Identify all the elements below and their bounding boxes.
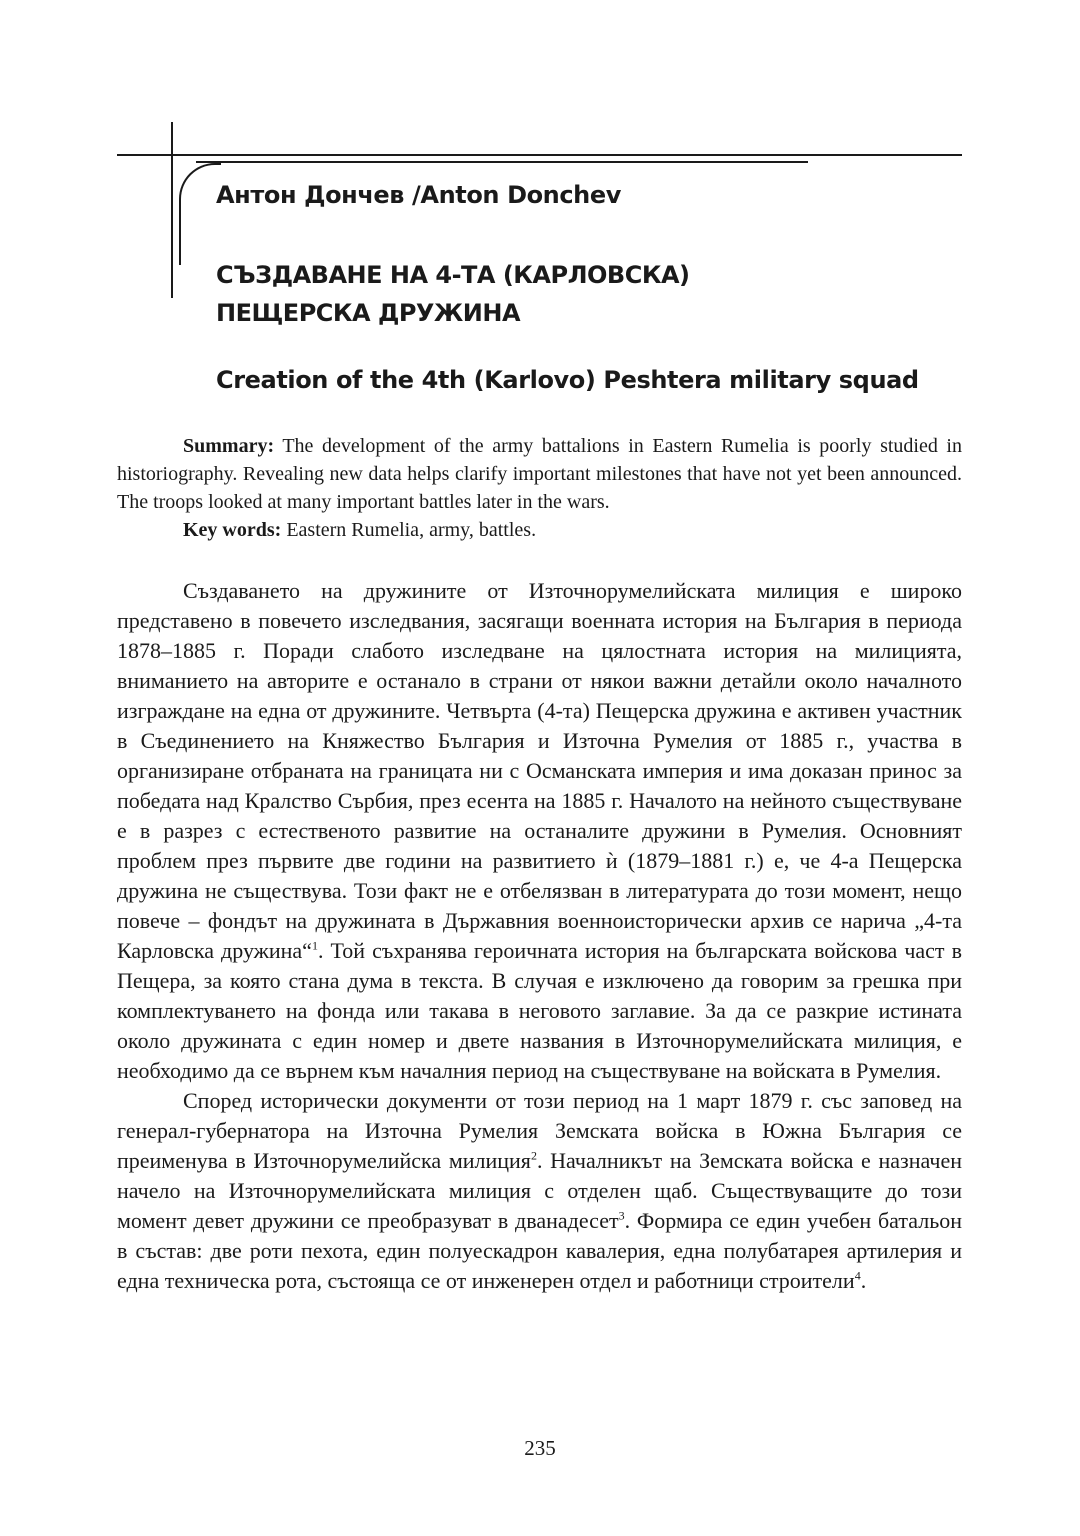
abstract bbox=[117, 432, 962, 544]
article-title-bg-line-1: СЪЗДАВАНЕ НА 4-ТА (КАРЛОВСКА) bbox=[216, 261, 690, 289]
footnote-ref-4[interactable]: 4 bbox=[854, 1268, 861, 1283]
body-paragraph-1 bbox=[117, 576, 962, 1086]
header-corner-arc bbox=[179, 163, 221, 265]
footnote-ref-3[interactable]: 3 bbox=[618, 1208, 625, 1223]
body-paragraph-1-text-a: Създаването на дружините от Източнорумелийската милиция е широко представено в повечето изследвания, засягащи военната история на България в периода 1878–1885 г. Поради слабото изследване на цялостната история на милицията, вниманието на авторите е останало в страни от някои важни детайли около началното изграждане на една от дружините. Четвърта (4-та) Пещерска дружина е активен участник в Съединението на Княжество България и Източна Румелия от 1885 г., участва в организиране отбраната на границата ни с Османската империя и има доказан принос за победата над Кралство Сърбия, през есента на 1885 г. Началото на нейното съществуване е в разрез с естественото развитие на останалите дружини в Румелия. Основният проблем през първите две години на развитието ѝ (1879–1881 г.) е, че 4-а Пещерска дружина не съществува. Този факт не е отбелязван в литературата до този момент, нещо повече – фондът на дружината в Държавния военноисторически архив се нарича „4-та Карловска дружина“ bbox=[117, 578, 962, 963]
header-rule-vertical bbox=[171, 122, 173, 298]
page-number: 235 bbox=[524, 1436, 556, 1460]
keywords-text: Eastern Rumelia, army, battles. bbox=[281, 519, 537, 541]
body-paragraph-1-text-b: . Той съхранява героичната история на българската войскова част в Пещера, за която стана дума в текста. В случая е изключено да говорим за грешка при комплектуването на фонда или такава в неговото заглавие. За да се разкрие истината около дружината с един номер и двете названия в Източнорумелийската милиция, е необходимо да се върнем към началния период на съществуване на войската в Румелия. bbox=[117, 938, 962, 1083]
summary-label: Summary: bbox=[183, 435, 275, 457]
article-title-bg bbox=[216, 256, 690, 332]
article-title-en: Creation of the 4th (Karlovo) Peshtera military squad bbox=[216, 366, 919, 394]
summary-text: The development of the army battalions in Eastern Rumelia is poorly studied in historiography. Revealing new data helps clarify important milestones that have not yet been announced. The troops looked at many important battles later in the wars. bbox=[117, 435, 962, 513]
keywords-label: Key words: bbox=[183, 519, 282, 541]
body-paragraph-2-text-b: . Началникът на Земската войска е назначен начело на Източнорумелийската милиция с отделен щаб. Съществуващите до този момент девет дружини се преобразуват в дванадесет bbox=[117, 1148, 963, 1233]
header-rule-long bbox=[117, 154, 962, 156]
article-title-bg-line-2: ПЕЩЕРСКА ДРУЖИНА bbox=[216, 299, 521, 327]
body-paragraph-2-text-c: . Формира се един учебен батальон в състав: две роти пехота, един полуескадрон кавалерия, една полубатарея артилерия и една техническа рота, състояща се от инженерен отдел и работници строители bbox=[117, 1208, 962, 1293]
header-rule-inner bbox=[196, 161, 808, 163]
body-paragraph-2 bbox=[117, 1086, 962, 1296]
author-name: Антон Дончев /Anton Donchev bbox=[216, 181, 621, 209]
keywords-paragraph bbox=[117, 516, 962, 544]
body-text bbox=[117, 576, 962, 1296]
summary-paragraph bbox=[117, 432, 962, 516]
body-paragraph-2-text-d: . bbox=[860, 1268, 867, 1293]
body-paragraph-2-text-a: Според исторически документи от този период на 1 март 1879 г. със заповед на генерал-губернатора на Източна Румелия Земската войска в Южна България се преименува в Източнорумелийска милиция bbox=[117, 1088, 962, 1173]
footnote-ref-1[interactable]: 1 bbox=[311, 938, 318, 953]
footnote-ref-2[interactable]: 2 bbox=[530, 1148, 537, 1163]
